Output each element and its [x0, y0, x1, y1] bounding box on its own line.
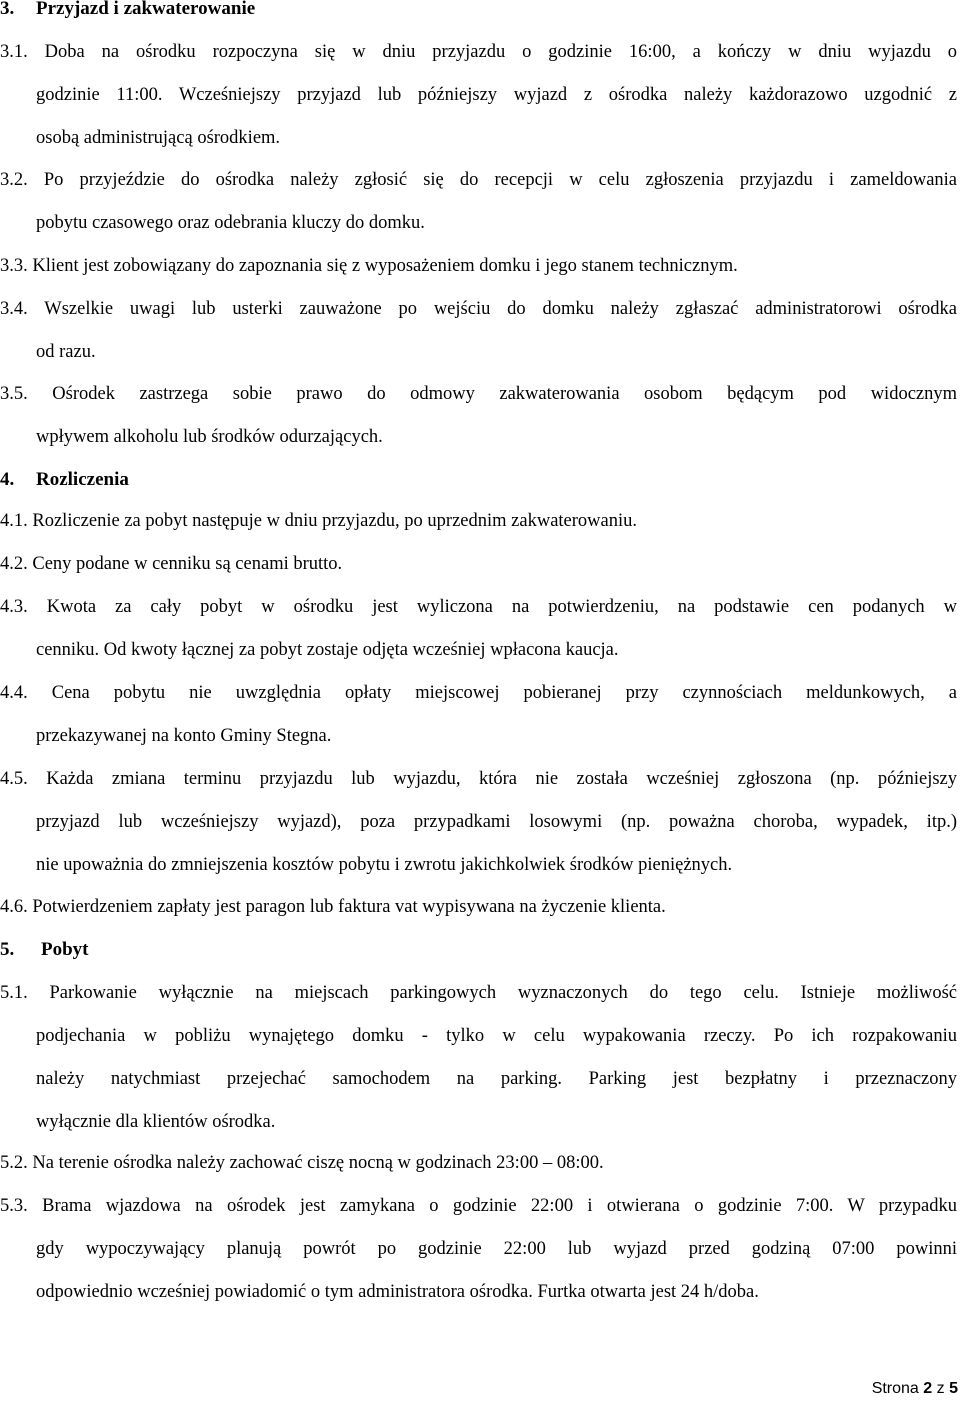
- paragraph-3-1: [0, 31, 957, 160]
- paragraph-number: 3.4.: [0, 299, 28, 319]
- paragraph-5-1: [0, 972, 957, 1144]
- section-number: 3.: [0, 0, 15, 19]
- paragraph-text: Rozliczenie za pobyt następuje w dniu przyjazdu, po uprzednim zakwaterowaniu.: [32, 511, 638, 531]
- paragraph-line: wpływem alkoholu lub środków odurzających.: [36, 427, 383, 447]
- paragraph-text: Cena pobytu nie uwzględnia opłaty miejscowej pobieranej przy czynnościach meldunkowych, a: [51, 683, 957, 703]
- paragraph-text: Na terenie ośrodka należy zachować ciszę nocną w godzinach 23:00 – 08:00.: [32, 1153, 604, 1173]
- paragraph-number: 4.6.: [0, 897, 28, 917]
- paragraph-line: [0, 1142, 957, 1185]
- paragraph-text: Doba na ośrodku rozpoczyna się w dniu przyjazdu o godzinie 16:00, a kończy w dniu wyjazdu o: [44, 42, 958, 62]
- page-label: Strona: [871, 1380, 919, 1397]
- total-pages: 5: [949, 1380, 958, 1397]
- paragraph-text: Każda zmiana terminu przyjazdu lub wyjazdu, która nie została wcześniej zgłoszona (np. późniejszy: [46, 769, 957, 789]
- paragraph-line: należy natychmiast przejechać samochodem na parking. Parking jest bezpłatny i przeznaczony: [36, 1069, 957, 1089]
- paragraph-4-6: [0, 886, 957, 929]
- paragraph-line: nie upoważnia do zmniejszenia kosztów pobytu i zwrotu jakichkolwiek środków pieniężnych.: [36, 855, 733, 875]
- paragraph-3-3: [0, 245, 957, 288]
- paragraph-line: przekazywanej na konto Gminy Stegna.: [36, 726, 332, 746]
- paragraph-line: cenniku. Od kwoty łącznej za pobyt zostaje odjęta wcześniej wpłacona kaucja.: [36, 640, 619, 660]
- paragraph-line: [0, 500, 957, 543]
- paragraph-number: 3.3.: [0, 256, 28, 276]
- paragraph-3-4: [0, 288, 957, 374]
- paragraph-number: 5.2.: [0, 1153, 28, 1173]
- paragraph-line: podjechania w pobliżu wynajętego domku - tylko w celu wypakowania rzeczy. Po ich rozpakowaniu: [36, 1026, 957, 1046]
- paragraph-line: [0, 159, 957, 202]
- section-5-heading: [0, 939, 89, 961]
- section-3-heading: [0, 0, 255, 20]
- paragraph-3-5: [0, 373, 957, 459]
- paragraph-text: Ośrodek zastrzega sobie prawo do odmowy zakwaterowania osobom będącym pod widocznym: [52, 384, 958, 404]
- section-number: 4.: [0, 469, 15, 490]
- paragraph-line: [0, 886, 957, 929]
- paragraph-text: Po przyjeździe do ośrodka należy zgłosić się do recepcji w celu zgłoszenia przyjazdu i zameldowania: [43, 170, 958, 190]
- paragraph-text: Kwota za cały pobyt w ośrodku jest wyliczona na potwierdzeniu, na podstawie cen podanych w: [46, 597, 957, 617]
- section-title: Przyjazd i zakwaterowanie: [36, 0, 256, 19]
- paragraph-4-4: [0, 672, 957, 758]
- paragraph-5-2: [0, 1142, 957, 1185]
- paragraph-line: od razu.: [36, 342, 96, 362]
- paragraph-line: [0, 586, 957, 629]
- paragraph-number: 4.2.: [0, 554, 28, 574]
- section-4-heading: [0, 469, 129, 491]
- paragraph-3-2: [0, 159, 957, 245]
- paragraph-number: 4.1.: [0, 511, 28, 531]
- paragraph-line: [0, 543, 957, 586]
- paragraph-line: godzinie 11:00. Wcześniejszy przyjazd lub późniejszy wyjazd z ośrodka należy każdorazowo uzgodnić z: [36, 85, 957, 105]
- paragraph-line: gdy wypoczywający planują powrót po godzinie 22:00 lub wyjazd przed godziną 07:00 powinni: [36, 1239, 957, 1259]
- paragraph-line: wyłącznie dla klientów ośrodka.: [36, 1112, 276, 1132]
- paragraph-number: 5.1.: [0, 983, 28, 1003]
- paragraph-number: 3.1.: [0, 42, 28, 62]
- paragraph-line: przyjazd lub wcześniejszy wyjazd), poza przypadkami losowymi (np. poważna choroba, wypadek, itp.): [36, 812, 957, 832]
- page-separator: z: [936, 1380, 945, 1397]
- paragraph-number: 5.3.: [0, 1196, 28, 1216]
- current-page: 2: [923, 1380, 933, 1397]
- paragraph-text: Klient jest zobowiązany do zapoznania się z wyposażeniem domku i jego stanem technicznym.: [32, 256, 738, 276]
- paragraph-line: [0, 288, 957, 331]
- paragraph-line: [0, 1185, 957, 1228]
- paragraph-5-3: [0, 1185, 957, 1314]
- paragraph-number: 4.4.: [0, 683, 28, 703]
- section-title: Rozliczenia: [36, 469, 129, 490]
- paragraph-text: Potwierdzeniem zapłaty jest paragon lub faktura vat wypisywana na życzenie klienta.: [32, 897, 666, 917]
- paragraph-line: [0, 373, 957, 416]
- paragraph-line: [0, 31, 957, 74]
- paragraph-text: Ceny podane w cenniku są cenami brutto.: [32, 554, 343, 574]
- paragraph-4-3: [0, 586, 957, 672]
- paragraph-number: 3.5.: [0, 384, 28, 404]
- paragraph-4-1: [0, 500, 957, 543]
- paragraph-text: Parkowanie wyłącznie na miejscach parkingowych wyznaczonych do tego celu. Istnieje możliwość: [49, 983, 957, 1003]
- paragraph-line: pobytu czasowego oraz odebrania kluczy do domku.: [36, 213, 425, 233]
- paragraph-number: 4.3.: [0, 597, 28, 617]
- paragraph-number: 4.5.: [0, 769, 28, 789]
- section-title: Pobyt: [41, 939, 89, 960]
- paragraph-4-5: [0, 758, 957, 887]
- paragraph-line: [0, 672, 957, 715]
- page-number: [872, 1379, 958, 1399]
- section-number: 5.: [0, 939, 15, 960]
- paragraph-number: 3.2.: [0, 170, 28, 190]
- paragraph-4-2: [0, 543, 957, 586]
- paragraph-line: [0, 758, 957, 801]
- paragraph-line: odpowiednio wcześniej powiadomić o tym administratora ośrodka. Furtka otwarta jest 24 h/doba.: [36, 1282, 759, 1302]
- paragraph-text: Wszelkie uwagi lub usterki zauważone po wejściu do domku należy zgłaszać administratorowi ośrodka: [44, 299, 957, 319]
- paragraph-line: [0, 245, 957, 288]
- paragraph-line: [0, 972, 957, 1015]
- paragraph-text: Brama wjazdowa na ośrodek jest zamykana o godzinie 22:00 i otwierana o godzinie 7:00. W przypadku: [42, 1196, 957, 1216]
- paragraph-line: osobą administrującą ośrodkiem.: [36, 128, 281, 148]
